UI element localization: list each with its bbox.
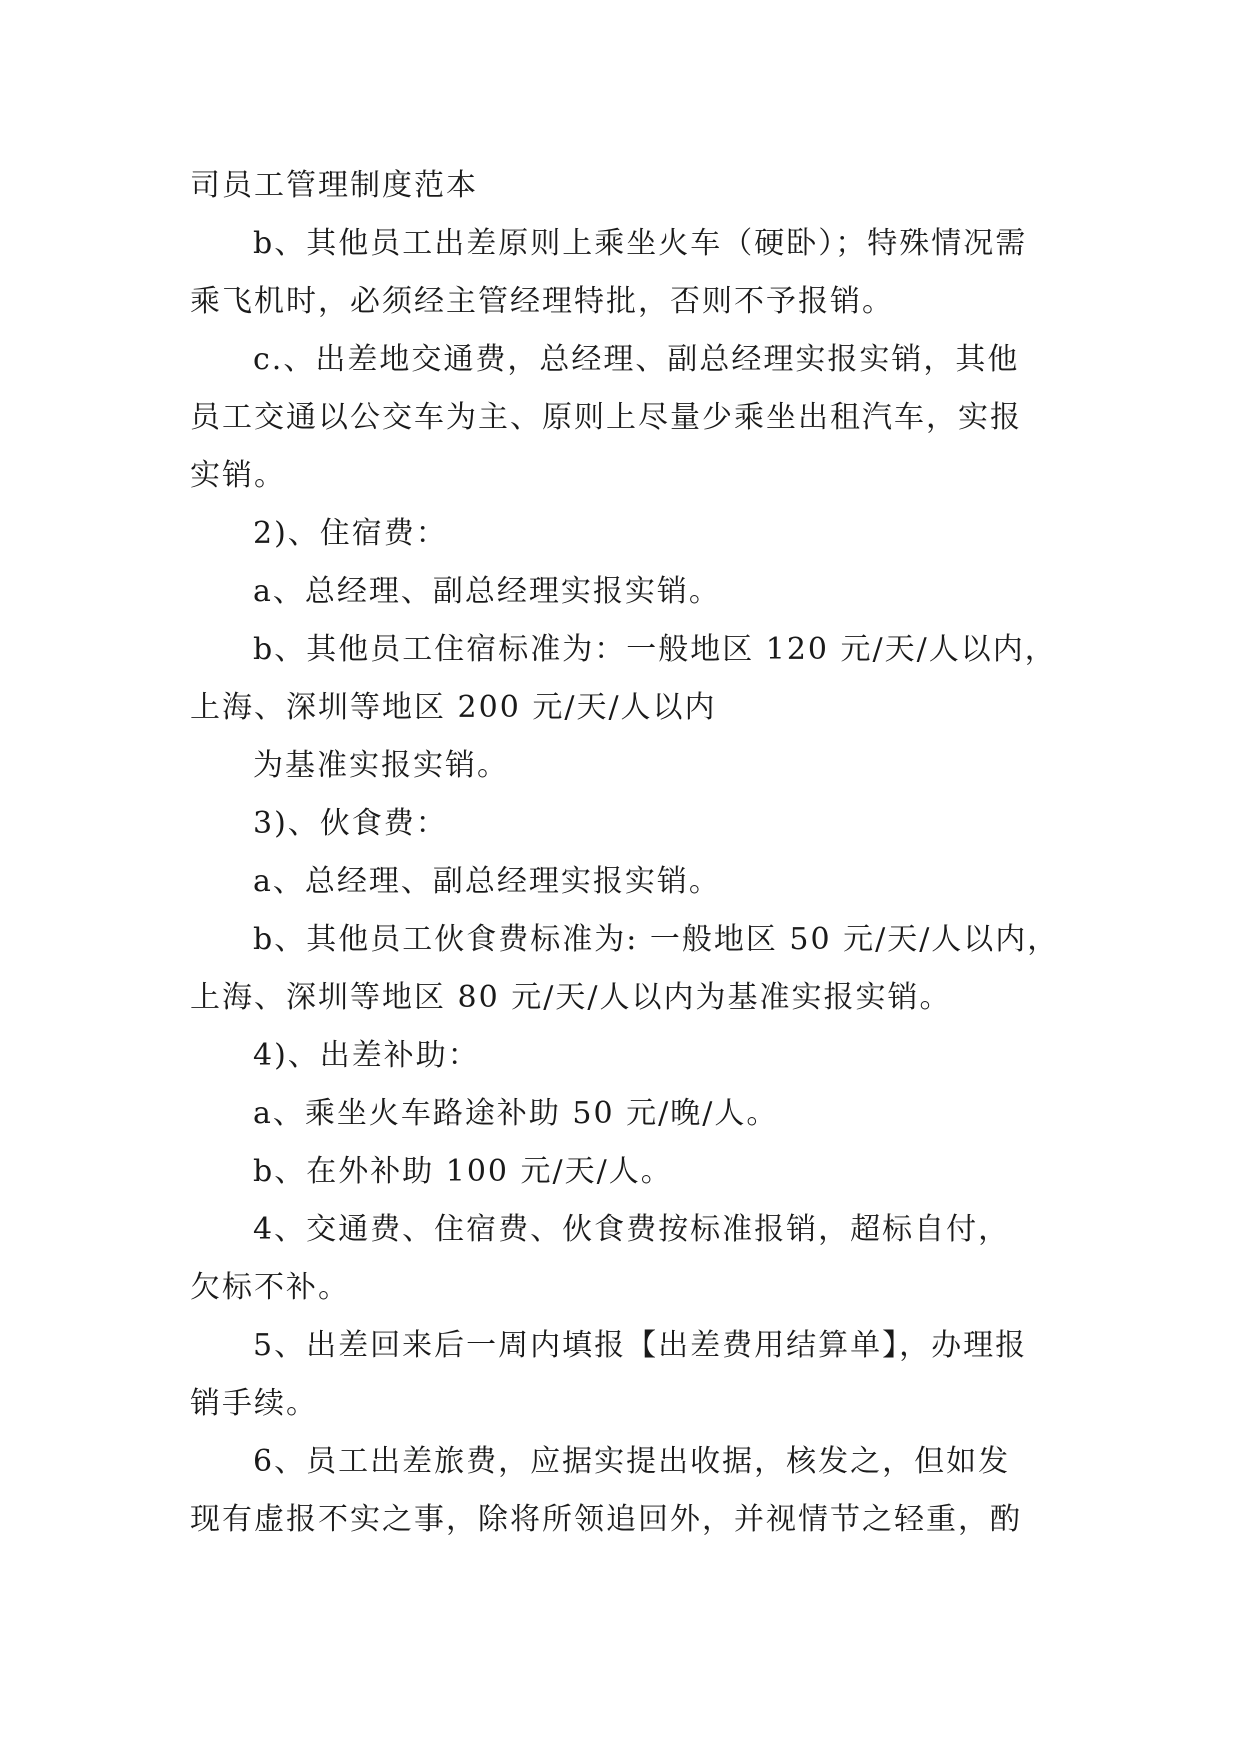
text-line: 为基准实报实销。 [253,748,509,783]
text-line: a、乘坐火车路途补助 50 元/晚/人。 [253,1096,779,1131]
text-line: b、其他员工住宿标准为：一般地区 120 元/天/人以内， [253,632,1057,667]
text-line: c.、出差地交通费，总经理、副总经理实报实销，其他 [253,342,1020,377]
text-line: b、其他员工伙食费标准为: 一般地区 50 元/天/人以内， [253,922,1060,957]
text-line: 5、出差回来后一周内填报【出差费用结算单】，办理报 [253,1328,1028,1363]
text-line: 乘飞机时，必须经主管经理特批，否则不予报销。 [190,284,894,319]
text-line: 司员工管理制度范本 [190,168,478,203]
text-line: 销手续。 [190,1386,318,1421]
text-line: 欠标不补。 [190,1270,350,1305]
text-line: 员工交通以公交车为主、原则上尽量少乘坐出租汽车，实报 [190,400,1022,435]
text-line: 3)、伙食费： [253,806,448,841]
text-line: b、其他员工出差原则上乘坐火车（硬卧）；特殊情况需 [253,226,1028,261]
text-line: 上海、深圳等地区 80 元/天/人以内为基准实报实销。 [190,980,952,1015]
text-line: 4、交通费、住宿费、伙食费按标准报销，超标自付， [253,1212,1011,1247]
text-line: b、在外补助 100 元/天/人。 [253,1154,673,1189]
text-line: 2)、住宿费： [253,516,448,551]
text-line: 上海、深圳等地区 200 元/天/人以内 [190,690,717,725]
text-line: a、总经理、副总经理实报实销。 [253,574,721,609]
text-line: a、总经理、副总经理实报实销。 [253,864,721,899]
text-line: 6、员工出差旅费，应据实提出收据，核发之，但如发 [253,1444,1011,1479]
text-line: 实销。 [190,458,286,493]
text-line: 4)、出差补助： [253,1038,480,1073]
text-line: 现有虚报不实之事，除将所领追回外，并视情节之轻重，酌 [190,1502,1022,1537]
